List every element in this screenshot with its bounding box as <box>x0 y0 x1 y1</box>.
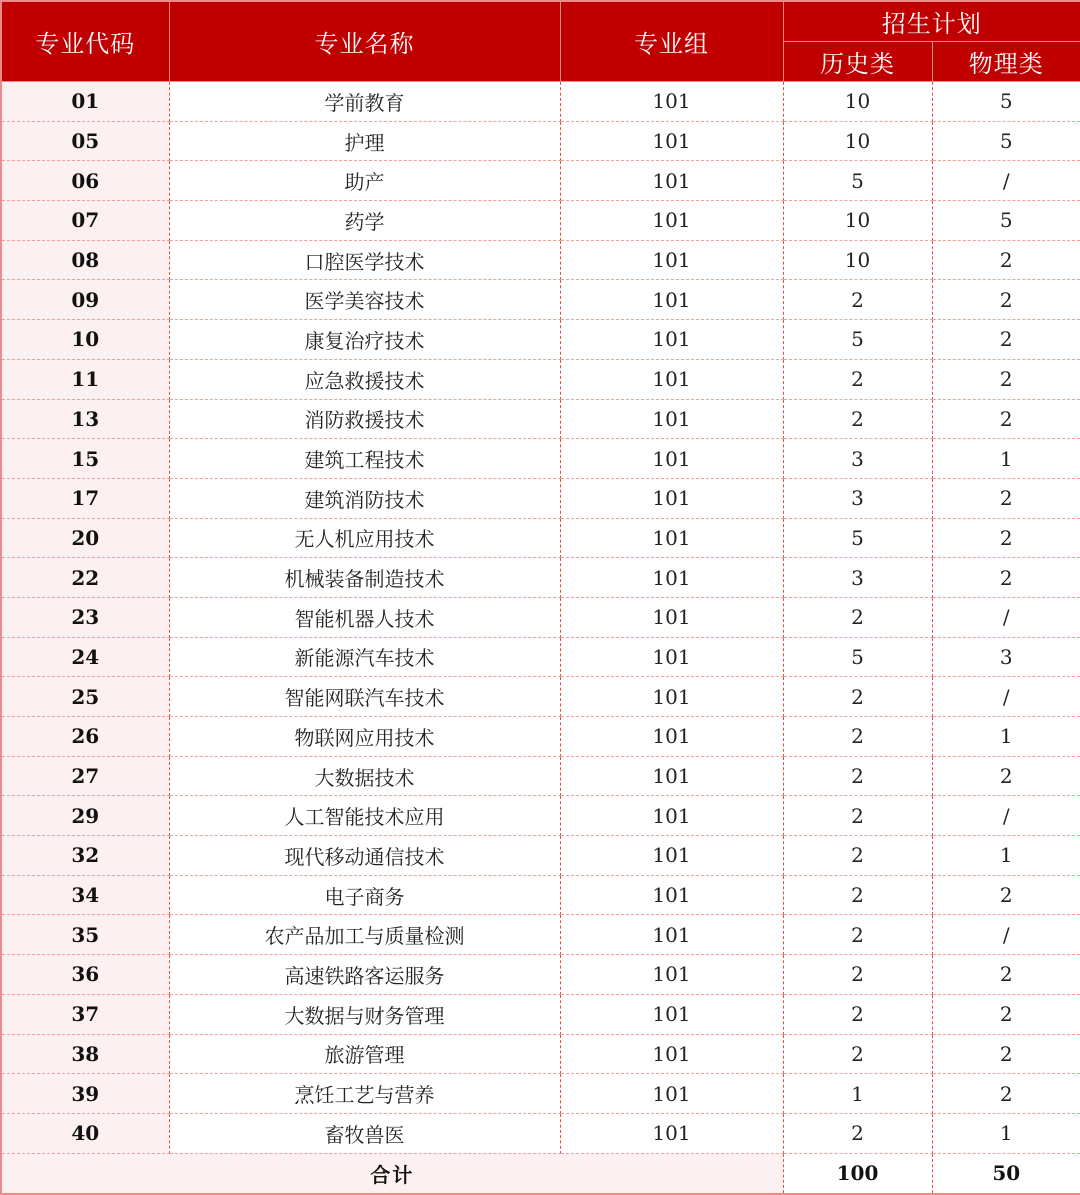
physics-quota: 2 <box>932 240 1080 280</box>
table-row <box>1 82 1080 122</box>
header-name: 专业名称 <box>169 1 560 82</box>
major-name: 助产 <box>169 161 560 201</box>
table-row <box>1 240 1080 280</box>
history-quota: 2 <box>783 915 932 955</box>
history-quota: 2 <box>783 359 932 399</box>
table-row <box>1 439 1080 479</box>
major-code: 29 <box>1 796 169 836</box>
major-name: 农产品加工与质量检测 <box>169 915 560 955</box>
history-quota: 10 <box>783 82 932 122</box>
physics-quota: 2 <box>932 1074 1080 1114</box>
header-plan: 招生计划 <box>783 1 1080 42</box>
history-quota: 2 <box>783 1113 932 1153</box>
total-physics: 50 <box>932 1153 1080 1194</box>
major-group: 101 <box>560 836 783 876</box>
physics-quota: 2 <box>932 558 1080 598</box>
history-quota: 5 <box>783 637 932 677</box>
major-name: 烹饪工艺与营养 <box>169 1074 560 1114</box>
major-group: 101 <box>560 399 783 439</box>
table-row <box>1 1034 1080 1074</box>
table-row <box>1 399 1080 439</box>
major-name: 无人机应用技术 <box>169 518 560 558</box>
history-quota: 5 <box>783 320 932 360</box>
major-group: 101 <box>560 161 783 201</box>
physics-quota: 2 <box>932 320 1080 360</box>
major-group: 101 <box>560 518 783 558</box>
physics-quota: 1 <box>932 439 1080 479</box>
major-name: 应急救援技术 <box>169 359 560 399</box>
physics-quota: 5 <box>932 82 1080 122</box>
major-code: 01 <box>1 82 169 122</box>
major-code: 10 <box>1 320 169 360</box>
history-quota: 10 <box>783 201 932 241</box>
table-row <box>1 677 1080 717</box>
table-row <box>1 1113 1080 1153</box>
major-code: 26 <box>1 717 169 757</box>
table-body <box>1 82 1080 1154</box>
major-code: 15 <box>1 439 169 479</box>
physics-quota: 2 <box>932 280 1080 320</box>
major-group: 101 <box>560 717 783 757</box>
major-group: 101 <box>560 320 783 360</box>
major-name: 护理 <box>169 121 560 161</box>
history-quota: 2 <box>783 399 932 439</box>
major-name: 医学美容技术 <box>169 280 560 320</box>
table-row <box>1 796 1080 836</box>
physics-quota: 2 <box>932 1034 1080 1074</box>
physics-quota: / <box>932 677 1080 717</box>
table-row <box>1 756 1080 796</box>
major-code: 36 <box>1 955 169 995</box>
table-row <box>1 161 1080 201</box>
major-group: 101 <box>560 875 783 915</box>
total-row <box>1 1153 1080 1194</box>
physics-quota: 2 <box>932 756 1080 796</box>
table-row <box>1 320 1080 360</box>
history-quota: 5 <box>783 518 932 558</box>
major-name: 学前教育 <box>169 82 560 122</box>
major-name: 人工智能技术应用 <box>169 796 560 836</box>
major-group: 101 <box>560 359 783 399</box>
history-quota: 2 <box>783 994 932 1034</box>
major-group: 101 <box>560 201 783 241</box>
major-name: 机械装备制造技术 <box>169 558 560 598</box>
history-quota: 2 <box>783 280 932 320</box>
major-code: 22 <box>1 558 169 598</box>
major-group: 101 <box>560 915 783 955</box>
major-code: 20 <box>1 518 169 558</box>
physics-quota: 5 <box>932 201 1080 241</box>
history-quota: 3 <box>783 558 932 598</box>
major-code: 39 <box>1 1074 169 1114</box>
header-history: 历史类 <box>783 42 932 82</box>
major-name: 大数据与财务管理 <box>169 994 560 1034</box>
major-code: 17 <box>1 478 169 518</box>
table-header <box>1 1 1080 82</box>
major-code: 13 <box>1 399 169 439</box>
physics-quota: 2 <box>932 955 1080 995</box>
major-name: 大数据技术 <box>169 756 560 796</box>
table-row <box>1 518 1080 558</box>
major-name: 高速铁路客运服务 <box>169 955 560 995</box>
major-group: 101 <box>560 597 783 637</box>
major-name: 口腔医学技术 <box>169 240 560 280</box>
history-quota: 3 <box>783 439 932 479</box>
table-row <box>1 597 1080 637</box>
major-name: 建筑消防技术 <box>169 478 560 518</box>
major-code: 34 <box>1 875 169 915</box>
major-name: 智能机器人技术 <box>169 597 560 637</box>
physics-quota: / <box>932 161 1080 201</box>
physics-quota: / <box>932 796 1080 836</box>
major-group: 101 <box>560 1113 783 1153</box>
header-physics: 物理类 <box>932 42 1080 82</box>
major-name: 新能源汽车技术 <box>169 637 560 677</box>
major-code: 32 <box>1 836 169 876</box>
physics-quota: 2 <box>932 478 1080 518</box>
major-group: 101 <box>560 82 783 122</box>
major-name: 建筑工程技术 <box>169 439 560 479</box>
major-group: 101 <box>560 439 783 479</box>
history-quota: 10 <box>783 240 932 280</box>
major-group: 101 <box>560 1034 783 1074</box>
table-row <box>1 717 1080 757</box>
major-group: 101 <box>560 796 783 836</box>
major-name: 消防救援技术 <box>169 399 560 439</box>
major-group: 101 <box>560 637 783 677</box>
major-code: 06 <box>1 161 169 201</box>
history-quota: 2 <box>783 756 932 796</box>
table-row <box>1 121 1080 161</box>
major-code: 35 <box>1 915 169 955</box>
major-name: 现代移动通信技术 <box>169 836 560 876</box>
header-group: 专业组 <box>560 1 783 82</box>
physics-quota: 1 <box>932 1113 1080 1153</box>
history-quota: 10 <box>783 121 932 161</box>
major-group: 101 <box>560 280 783 320</box>
major-group: 101 <box>560 558 783 598</box>
history-quota: 5 <box>783 161 932 201</box>
history-quota: 2 <box>783 875 932 915</box>
major-code: 27 <box>1 756 169 796</box>
physics-quota: / <box>932 597 1080 637</box>
physics-quota: 2 <box>932 875 1080 915</box>
major-code: 08 <box>1 240 169 280</box>
major-code: 11 <box>1 359 169 399</box>
major-name: 物联网应用技术 <box>169 717 560 757</box>
major-group: 101 <box>560 240 783 280</box>
history-quota: 2 <box>783 796 932 836</box>
table-row <box>1 836 1080 876</box>
history-quota: 3 <box>783 478 932 518</box>
history-quota: 2 <box>783 717 932 757</box>
major-code: 07 <box>1 201 169 241</box>
major-code: 23 <box>1 597 169 637</box>
history-quota: 1 <box>783 1074 932 1114</box>
table-row <box>1 280 1080 320</box>
total-label: 合计 <box>1 1153 783 1194</box>
major-code: 38 <box>1 1034 169 1074</box>
major-group: 101 <box>560 955 783 995</box>
history-quota: 2 <box>783 677 932 717</box>
major-name: 畜牧兽医 <box>169 1113 560 1153</box>
major-group: 101 <box>560 1074 783 1114</box>
major-code: 37 <box>1 994 169 1034</box>
history-quota: 2 <box>783 1034 932 1074</box>
physics-quota: 2 <box>932 359 1080 399</box>
header-code: 专业代码 <box>1 1 169 82</box>
major-code: 25 <box>1 677 169 717</box>
major-code: 40 <box>1 1113 169 1153</box>
major-name: 电子商务 <box>169 875 560 915</box>
table-row <box>1 1074 1080 1114</box>
major-name: 药学 <box>169 201 560 241</box>
physics-quota: 2 <box>932 518 1080 558</box>
table-row <box>1 955 1080 995</box>
physics-quota: 1 <box>932 717 1080 757</box>
table-row <box>1 478 1080 518</box>
physics-quota: 3 <box>932 637 1080 677</box>
physics-quota: 1 <box>932 836 1080 876</box>
major-group: 101 <box>560 121 783 161</box>
physics-quota: / <box>932 915 1080 955</box>
table-row <box>1 637 1080 677</box>
total-history: 100 <box>783 1153 932 1194</box>
physics-quota: 5 <box>932 121 1080 161</box>
table-row <box>1 201 1080 241</box>
major-code: 05 <box>1 121 169 161</box>
table-row <box>1 359 1080 399</box>
history-quota: 2 <box>783 597 932 637</box>
major-group: 101 <box>560 478 783 518</box>
major-name: 智能网联汽车技术 <box>169 677 560 717</box>
physics-quota: 2 <box>932 399 1080 439</box>
physics-quota: 2 <box>932 994 1080 1034</box>
major-name: 康复治疗技术 <box>169 320 560 360</box>
history-quota: 2 <box>783 836 932 876</box>
table-row <box>1 558 1080 598</box>
table-row <box>1 915 1080 955</box>
major-group: 101 <box>560 756 783 796</box>
major-group: 101 <box>560 994 783 1034</box>
history-quota: 2 <box>783 955 932 995</box>
major-group: 101 <box>560 677 783 717</box>
table-row <box>1 875 1080 915</box>
major-code: 09 <box>1 280 169 320</box>
major-code: 24 <box>1 637 169 677</box>
major-name: 旅游管理 <box>169 1034 560 1074</box>
table-row <box>1 994 1080 1034</box>
